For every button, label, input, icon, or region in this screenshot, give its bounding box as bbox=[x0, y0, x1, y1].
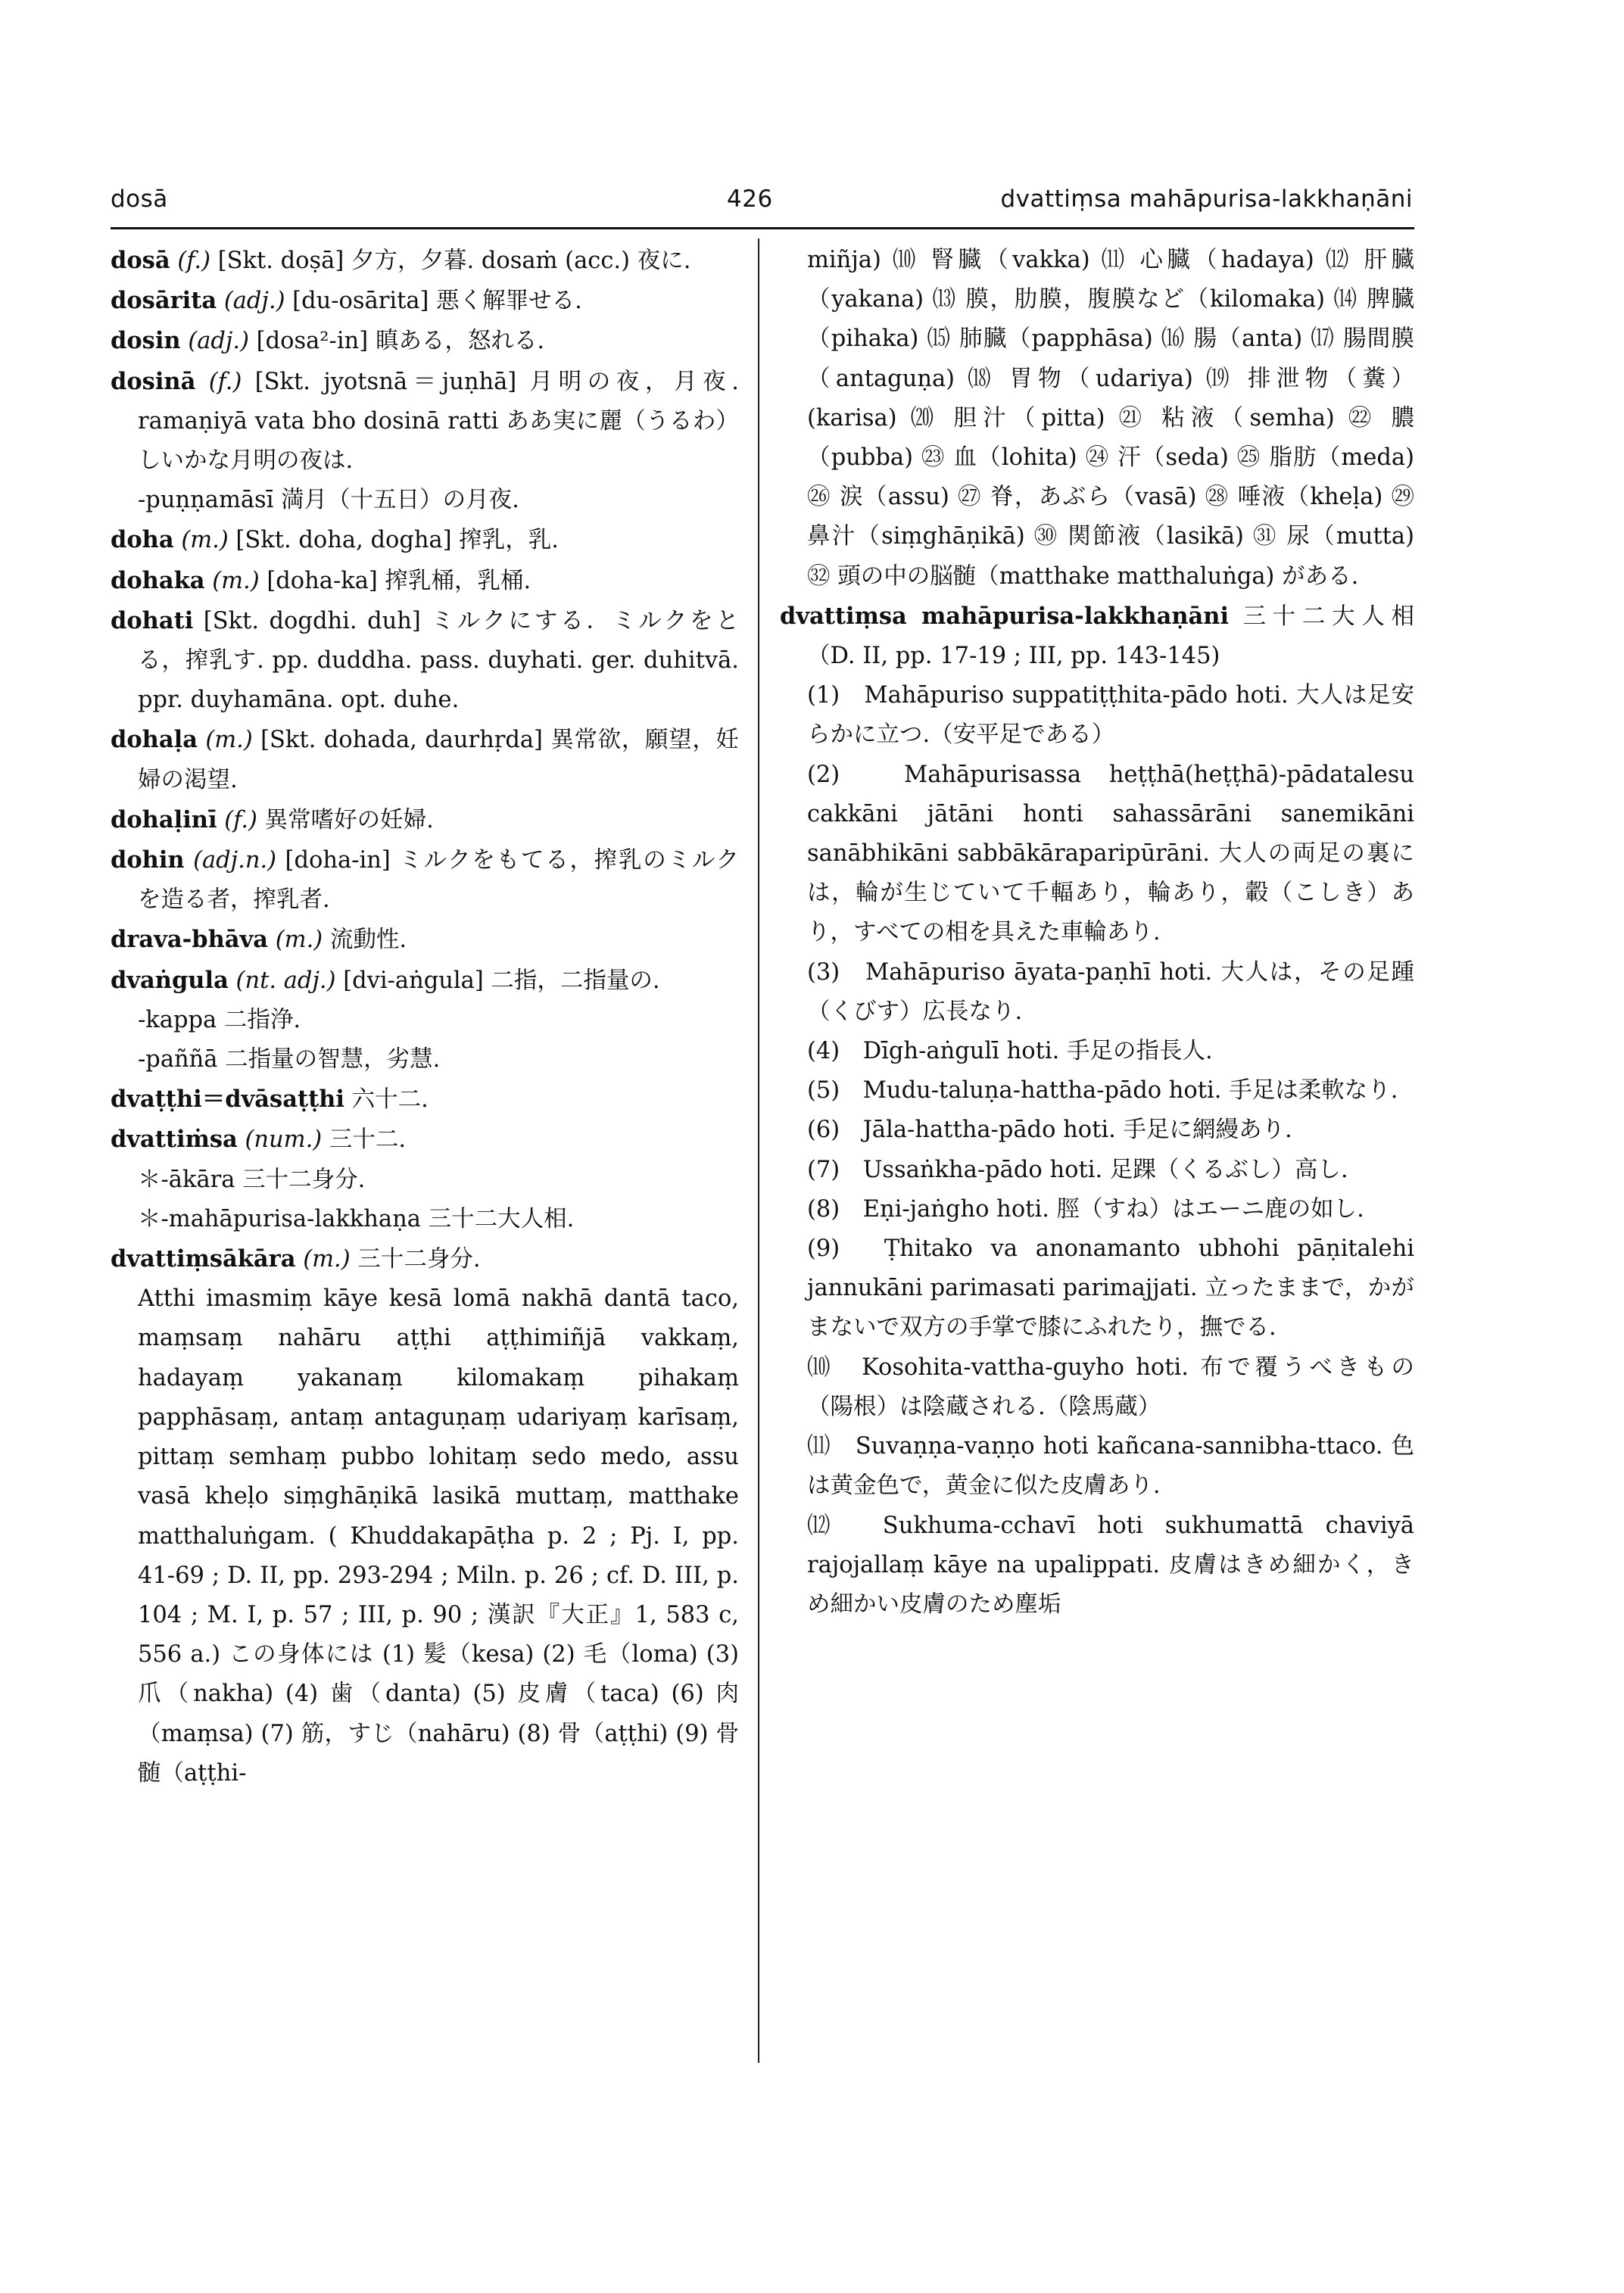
dictionary-entry bbox=[111, 1120, 739, 1160]
dictionary-entry bbox=[111, 241, 739, 281]
entry-headword: dvattiṃsākāra bbox=[111, 1245, 296, 1273]
entry-definition: [Skt. dogdhi. duh] ミルクにする．ミルクをとる，搾乳す. pp. duddha. pass. duyhati. ger. duhitvā. ppr. duyhamāna. opt. duhe. bbox=[138, 607, 739, 714]
sub-entry: -kappa 二指浄. bbox=[138, 1006, 301, 1033]
page-number: 426 bbox=[727, 185, 773, 213]
column-divider bbox=[758, 238, 759, 2063]
entry-part-of-speech: (adj.) bbox=[223, 288, 285, 315]
entry-part-of-speech: (adj.n.) bbox=[193, 847, 277, 874]
entry-definition: [dvi-aṅgula] 二指，二指量の. bbox=[335, 967, 660, 994]
entry-part-of-speech: (num.) bbox=[245, 1126, 323, 1154]
sub-entry: ＊-mahāpurisa-lakkhaṇa 三十二大人相. bbox=[138, 1205, 575, 1232]
entry-headword: dosā bbox=[111, 247, 170, 274]
entry-part-of-speech: (m.) bbox=[205, 727, 253, 754]
entry-headword: dohaka bbox=[111, 566, 205, 594]
entry-headword: doha bbox=[111, 526, 174, 554]
dictionary-entry bbox=[111, 961, 739, 1001]
entry-headword: dohati bbox=[111, 606, 194, 634]
dictionary-entry bbox=[111, 281, 739, 321]
entry-headword: dvattiṁsa bbox=[111, 1126, 238, 1154]
entry-definition: [Skt. jyotsnā＝juṇhā] 月明の夜，月夜. ramaṇiyā vata bho dosinā ratti ああ実に麗（うるわ）しいかな月明の夜は. bbox=[138, 368, 739, 475]
dictionary-entry bbox=[111, 561, 739, 601]
sub-entry: -puṇṇamāsī 満月（十五日）の月夜. bbox=[138, 487, 519, 514]
entry-definition: [doha-in] ミルクをもてる，搾乳のミルクを造る者，搾乳者. bbox=[138, 847, 739, 914]
dictionary-entry bbox=[111, 1080, 739, 1120]
entry-part-of-speech: (m.) bbox=[181, 527, 229, 554]
header-rule bbox=[111, 227, 1414, 229]
numbered-item: (6) Jāla-hattha-pādo hoti. 手足に網縵あり. bbox=[807, 1117, 1292, 1144]
dictionary-entry bbox=[111, 720, 739, 799]
entry-part-of-speech: (f.) bbox=[208, 368, 242, 395]
entry-definition: [Skt. doha, dogha] 搾乳，乳. bbox=[228, 527, 559, 554]
entry-part-of-speech: (adj.) bbox=[188, 328, 249, 355]
entry-headword: dosinā bbox=[111, 367, 196, 395]
numbered-item: (7) Ussaṅkha-pādo hoti. 足踝（くるぶし）高し. bbox=[807, 1156, 1348, 1183]
entry-headword: dohaḷa bbox=[111, 726, 198, 754]
entry-headword: dvattiṃsa mahāpurisa-lakkhaṇāni bbox=[780, 602, 1230, 630]
entry-headword: dohaḷinī bbox=[111, 805, 217, 833]
numbered-item: (4) Dīgh-aṅgulī hoti. 手足の指長人. bbox=[807, 1038, 1213, 1065]
numbered-item: ⑿ Sukhuma-cchavī hoti sukhumattā chaviyā rajojallaṃ kāye na upalippati. 皮膚はきめ細かく，きめ細かい皮膚のため塵垢 bbox=[807, 1512, 1414, 1618]
entry-part-of-speech: (m.) bbox=[303, 1246, 351, 1273]
entry-definition: 六十二. bbox=[344, 1086, 429, 1114]
sub-entry: -paññā 二指量の智慧，劣慧. bbox=[138, 1046, 441, 1073]
left-column bbox=[111, 241, 739, 1793]
dictionary-entry bbox=[111, 1239, 739, 1279]
dictionary-entry bbox=[111, 840, 739, 920]
entry-headword: dosin bbox=[111, 327, 181, 355]
header-left-guideword: dosā bbox=[111, 185, 168, 213]
dictionary-entry bbox=[780, 597, 1414, 676]
entry-definition: [du-osārita] 悪く解罪せる. bbox=[285, 288, 582, 315]
running-header bbox=[111, 185, 1413, 231]
numbered-item: ⑾ Suvaṇṇa-vaṇṇo hoti kañcana-sannibha-ttaco. 色は黄金色で，黄金に似た皮膚あり. bbox=[807, 1433, 1414, 1500]
dictionary-entry bbox=[111, 920, 739, 960]
dictionary-entry bbox=[111, 321, 739, 361]
entry-headword: dohin bbox=[111, 846, 185, 874]
header-right-guideword: dvattiṃsa mahāpurisa-lakkhaṇāni bbox=[1000, 185, 1413, 213]
entry-part-of-speech: (f.) bbox=[224, 806, 257, 833]
dictionary-entry bbox=[111, 362, 739, 481]
entry-paragraph: miñja) ⑽ 腎臓（vakka) ⑾ 心臓（hadaya) ⑿ 肝臓（yakana) ⒀ 膜，肋膜，腹膜など（kilomaka) ⒁ 脾臓（pihaka) ⒂ 肺臓（papphāsa) ⒃ 腸（anta) ⒄ 腸間膜（antaguṇa) ⒅ 胃物（udariya) ⒆ 排泄物（糞）(karisa) ⒇ 胆汁（pitta) ㉑ 粘液（semha) ㉒ 膿（pubba) ㉓ 血（lohita) ㉔ 汗（seda) ㉕ 脂肪（meda) ㉖ 涙（assu) ㉗ 脊，あぶら（vasā) ㉘ 唾液（kheḷa) ㉙ 鼻汁（siṃghāṇikā) ㉚ 関節液（lasikā) ㉛ 尿（mutta) ㉜ 頭の中の脳髄（matthake matthaluṅga) がある. bbox=[807, 247, 1414, 590]
entry-paragraph: Atthi imasmiṃ kāye kesā lomā nakhā dantā taco, maṃsaṃ nahāru aṭṭhi aṭṭhimiñjā vakkaṃ, hadayaṃ yakanaṃ kilomakaṃ pihakaṃ papphāsaṃ, antaṃ antaguṇaṃ udariyaṃ karīsaṃ, pittaṃ semhaṃ pubbo lohitaṃ sedo medo, assu vasā kheḷo siṃghāṇikā lasikā muttaṃ, matthake matthaluṅgam. ( Khuddakapāṭha p. 2 ; Pj. I, pp. 41-69 ; D. II, pp. 293-294 ; Miln. p. 26 ; cf. D. III, p. 104 ; M. I, p. 57 ; III, p. 90 ; 漢訳『大正』1, 583 c, 556 a.) この身体には (1) 髪（kesa) (2) 毛（loma) (3) 爪（nakha) (4) 歯（danta) (5) 皮膚（taca) (6) 肉（maṃsa) (7) 筋，すじ（nahāru) (8) 骨（aṭṭhi) (9) 骨髄（aṭṭhi- bbox=[138, 1285, 739, 1787]
entry-definition: 流動性. bbox=[323, 927, 407, 954]
entry-part-of-speech: (f.) bbox=[177, 248, 211, 274]
entry-definition: 三十二. bbox=[322, 1126, 407, 1154]
entry-definition: [dosa²-in] 瞋ある，怒れる. bbox=[248, 328, 545, 355]
entry-part-of-speech: (m.) bbox=[212, 567, 260, 594]
entry-headword: dvaṅgula bbox=[111, 966, 229, 994]
entry-part-of-speech: (nt. adj.) bbox=[235, 967, 336, 994]
entry-definition: 異常嗜好の妊婦. bbox=[257, 806, 434, 833]
sub-entry: ＊-ākāra 三十二身分. bbox=[138, 1166, 366, 1193]
dictionary-entry bbox=[111, 520, 739, 560]
right-column bbox=[780, 241, 1414, 1625]
dictionary-entry bbox=[111, 601, 739, 721]
entry-definition: [doha-ka] 搾乳桶，乳桶. bbox=[259, 567, 531, 594]
numbered-item: ⑽ Kosohita-vattha-guyho hoti. 布で覆うべきもの（陽根）は陰蔵される.（陰馬蔵） bbox=[807, 1354, 1414, 1420]
numbered-item: (2) Mahāpurisassa heṭṭhā(heṭṭhā)-pādatalesu cakkāni jātāni honti sahassārāni sanemikāni sanābhikāni sabbākāraparipūrāni. 大人の両足の裏には，輪が生じていて千輻あり，輪あり，轂（こしき）あり，すべての相を具えた車輪あり. bbox=[807, 761, 1414, 946]
numbered-item: (9) Ṭhitako va anonamanto ubhohi pāṇitalehi jannukāni parimasati parimajjati. 立ったままで，かがまないで双方の手掌で膝にふれたり，撫でる. bbox=[807, 1235, 1414, 1341]
dictionary-entry bbox=[111, 800, 739, 840]
numbered-item: (1) Mahāpuriso suppatiṭṭhita-pādo hoti. 大人は足安らかに立つ.（安平足である） bbox=[807, 682, 1414, 749]
numbered-item: (5) Mudu-taluṇa-hattha-pādo hoti. 手足は柔軟なり. bbox=[807, 1077, 1398, 1104]
entry-part-of-speech: (m.) bbox=[275, 927, 323, 954]
entry-definition: 三十二大人相（D. II, pp. 17-19 ; III, pp. 143-145) bbox=[807, 603, 1414, 670]
entry-headword: drava-bhāva bbox=[111, 926, 269, 954]
numbered-item: (3) Mahāpuriso āyata-paṇhī hoti. 大人は，その足踵（くびす）広長なり. bbox=[807, 958, 1414, 1025]
entry-definition: [Skt. doṣā] 夕方，夕暮. dosaṁ (acc.) 夜に. bbox=[210, 248, 691, 274]
entry-headword: dosārita bbox=[111, 287, 217, 315]
entry-definition: 三十二身分. bbox=[350, 1246, 481, 1273]
entry-headword: dvaṭṭhi＝dvāsaṭṭhi bbox=[111, 1086, 344, 1114]
numbered-item: (8) Eṇi-jaṅgho hoti. 脛（すね）はエーニ鹿の如し. bbox=[807, 1195, 1364, 1223]
entry-definition: [Skt. dohada, daurhṛda] 異常欲，願望，妊婦の渇望. bbox=[138, 727, 739, 793]
